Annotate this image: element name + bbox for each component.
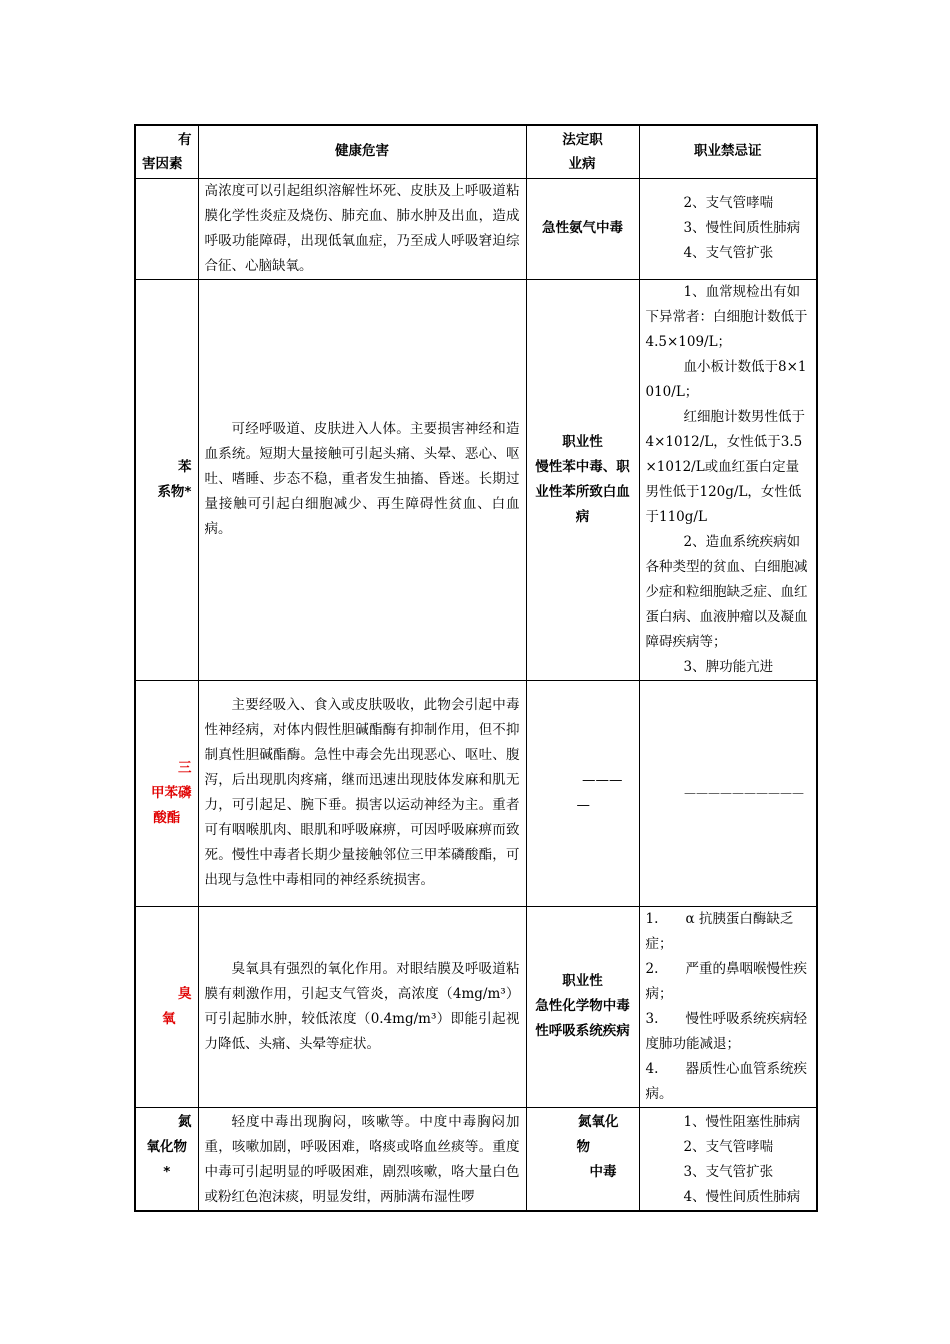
contra-text: 慢性呼吸系统疾病轻度肺功能减退；	[645, 1010, 807, 1052]
contra-text: 严重的鼻咽喉慢性疾病；	[645, 960, 807, 1002]
table-row	[135, 906, 817, 1107]
contra-num: 4.	[645, 1060, 659, 1077]
disease-text: 慢性苯中毒、职业性苯所致白血病	[535, 458, 630, 525]
table-row	[135, 1107, 817, 1211]
factor-line: 苯	[178, 458, 192, 475]
contra-item: 3、脾功能亢进	[683, 658, 774, 675]
disease-cell	[526, 906, 639, 1107]
factor-cell	[135, 279, 198, 680]
factor-cell	[135, 1107, 198, 1211]
disease-text: 急性氨气中毒	[542, 220, 623, 236]
factor-line: 三	[178, 759, 192, 776]
contra-item	[646, 1057, 811, 1107]
contra-item: 2、支气管哮喘	[683, 1138, 774, 1155]
contra-item: 2、造血系统疾病如各种类型的贫血、白细胞减少症和粒细胞缺乏症、血红蛋白病、血液肿瘤以及凝血障碍疾病等；	[645, 533, 808, 650]
hazard-text: 轻度中毒出现胸闷，咳嗽等。中度中毒胸闷加重，咳嗽加剧，呼吸困难，咯痰或咯血丝痰等。重度中毒可引起明显的呼吸困难，剧烈咳嗽，咯大量白色或粉红色泡沫痰，明显发绀，两肺满布湿性啰	[204, 1113, 520, 1205]
contra-item	[646, 957, 811, 1007]
contra-cell	[639, 906, 817, 1107]
header-contra: 职业禁忌证	[639, 125, 817, 178]
hazard-cell	[198, 279, 526, 680]
contra-text: α 抗胰蛋白酶缺乏症；	[645, 910, 794, 952]
header-disease-line2: 业病	[568, 155, 596, 172]
factor-line: 氧化物	[146, 1138, 187, 1155]
factor-line: 臭	[178, 985, 192, 1002]
disease-text: 物	[576, 1138, 590, 1155]
disease-text: 急性化学物中毒性呼吸系统疾病	[535, 998, 630, 1039]
factor-line: 甲苯磷	[151, 784, 192, 801]
contra-item: 红细胞计数男性低于4×1012/L，女性低于3.5×1012/L或血红蛋白定量男性低于120g/L，女性低于110g/L	[645, 408, 805, 525]
contra-item	[646, 907, 811, 957]
contra-item	[646, 1007, 811, 1057]
header-factor	[135, 125, 198, 178]
factor-cell	[135, 178, 198, 279]
hazard-text: 臭氧具有强烈的氧化作用。对眼结膜及呼吸道粘膜有刺激作用，引起支气管炎，高浓度（4mg/m³）可引起肺水肿，较低浓度（0.4mg/m³）即能引起视力降低、头痛、头晕等症状。	[204, 960, 520, 1052]
header-row	[135, 125, 817, 178]
factor-line: 氮	[178, 1113, 192, 1130]
header-disease-line1: 法定职	[562, 131, 603, 148]
contra-num: 2.	[645, 960, 659, 977]
disease-cell	[526, 178, 639, 279]
header-factor-line1: 有	[178, 131, 192, 148]
disease-text: 氮氧化	[578, 1113, 619, 1130]
hazard-text: 可经呼吸道、皮肤进入人体。主要损害神经和造血系统。短期大量接触可引起头痛、头晕、恶心、呕吐、嗜睡、步态不稳，重者发生抽搐、昏迷。长期过量接触可引起白细胞减少、再生障碍性贫血、白血病。	[204, 421, 520, 537]
contra-item: 1、慢性阻塞性肺病	[683, 1113, 801, 1130]
factor-line: 系物*	[157, 483, 192, 500]
contra-num: 3.	[645, 1010, 659, 1027]
contra-cell	[639, 178, 817, 279]
disease-text: —	[576, 797, 590, 813]
contra-item: ——————————	[684, 785, 804, 800]
contra-num: 1.	[645, 910, 659, 927]
factor-line: 氧	[162, 1010, 176, 1027]
table-row	[135, 279, 817, 680]
contra-item: 1、血常规检出有如下异常者：白细胞计数低于4.5×109/L；	[645, 283, 808, 350]
contra-text: 器质性心血管系统疾病。	[645, 1060, 807, 1102]
table-row	[135, 178, 817, 279]
factor-line: *	[163, 1163, 171, 1180]
contra-cell	[639, 279, 817, 680]
contra-item: 3、慢性间质性肺病	[683, 220, 801, 236]
hazard-cell	[198, 178, 526, 279]
disease-text: ———	[582, 772, 623, 788]
disease-cell	[526, 680, 639, 906]
header-disease	[526, 125, 639, 178]
factor-cell	[135, 906, 198, 1107]
contra-item: 4、慢性间质性肺病	[683, 1188, 801, 1205]
hazard-cell	[198, 1107, 526, 1211]
table-row	[135, 680, 817, 906]
header-hazard: 健康危害	[198, 125, 526, 178]
contra-item: 4、支气管扩张	[683, 245, 774, 261]
contra-cell	[639, 680, 817, 906]
contra-item: 血小板计数低于8×1010/L；	[645, 358, 807, 400]
hazard-text: 高浓度可以引起组织溶解性坏死、皮肤及上呼吸道粘膜化学性炎症及烧伤、肺充血、肺水肿及出血，造成呼吸功能障碍，出现低氧血症，乃至成人呼吸窘迫综合征、心脑缺氧。	[204, 182, 520, 274]
hazard-text: 主要经吸入、食入或皮肤吸收，此物会引起中毒性神经病，对体内假性胆碱酯酶有抑制作用，但不抑制真性胆碱酯酶。急性中毒会先出现恶心、呕吐、腹泻，后出现肌肉疼痛，继而迅速出现肢体发麻和肌无力，可引起足、腕下垂。损害以运动神经为主。重者可有咽喉肌肉、眼肌和呼吸麻痹，可因呼吸麻痹而致死。慢性中毒者长期少量接触邻位三甲苯磷酸酯，可出现与急性中毒相同的神经系统损害。	[204, 697, 520, 888]
factor-cell	[135, 680, 198, 906]
contra-item: 2、支气管哮喘	[683, 195, 774, 211]
hazard-cell	[198, 906, 526, 1107]
factor-line: 酸酯	[153, 809, 181, 826]
disease-text: 中毒	[589, 1163, 617, 1180]
contra-item: 3、支气管扩张	[683, 1163, 774, 1180]
hazard-cell	[198, 680, 526, 906]
header-factor-line2: 害因素	[142, 155, 183, 172]
disease-text: 职业性	[562, 433, 603, 450]
disease-text: 职业性	[562, 973, 603, 989]
disease-cell	[526, 279, 639, 680]
disease-cell	[526, 1107, 639, 1211]
contra-cell	[639, 1107, 817, 1211]
hazard-table	[134, 124, 818, 1212]
